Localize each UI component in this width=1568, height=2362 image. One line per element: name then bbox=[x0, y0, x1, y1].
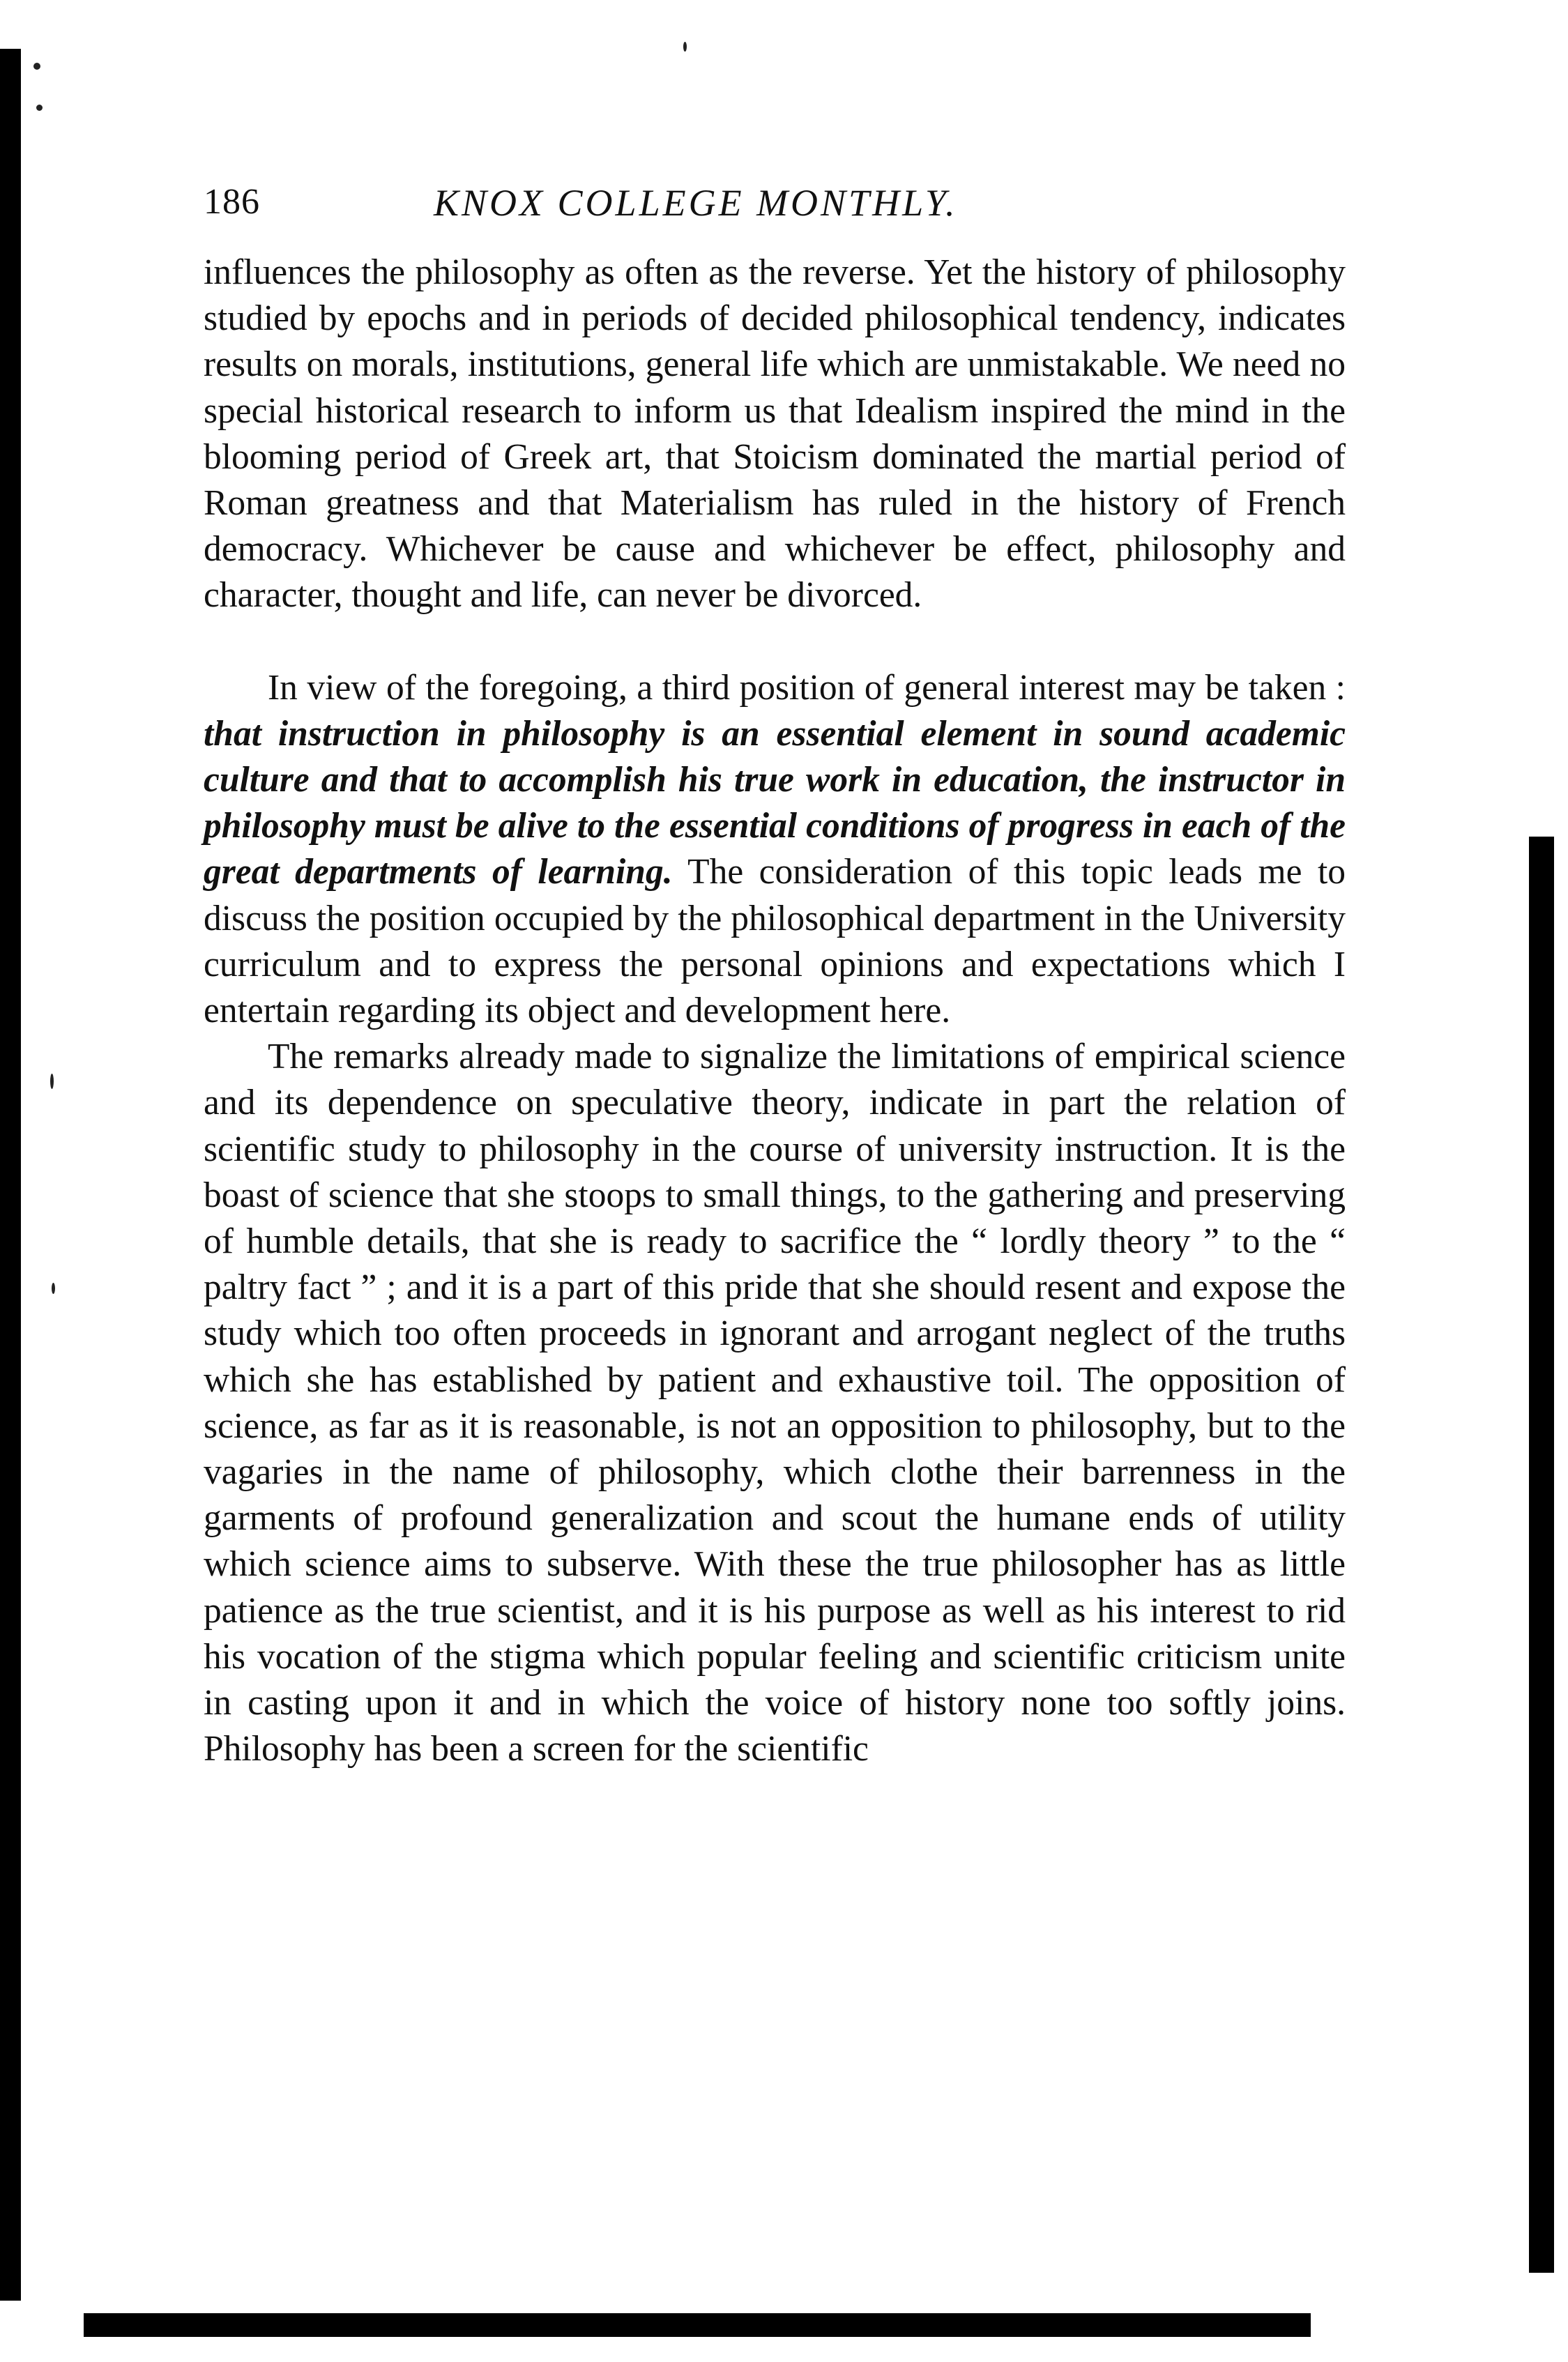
paragraph-lead-text: In view of the foregoing, a third position of general interest may be taken : bbox=[268, 667, 1346, 708]
running-header bbox=[204, 181, 1346, 230]
scan-border-left bbox=[0, 49, 21, 2301]
paragraph-third-position bbox=[204, 665, 1346, 1035]
scan-border-right bbox=[1529, 837, 1554, 2273]
paragraph-science-relation: The remarks already made to signalize the limitations of empirical science and its dependence on speculative theory, indicate in part the relation of scientific study to philosophy in the course of university instruction. It is the boast of science that she stoops to small things, to the gathering and preserving of humble details, that she is ready to sacrifice the “ lordly theory ” to the “ paltry fact ” ; and it is a part of this pride that she should resent and expose the study which too often proceeds in ignorant and arrogant neglect of the truths which she has established by patient and exhaustive toil. The opposition of science, as far as it is reasonable, is not an opposition to philosophy, but to the vagaries in the name of philosophy, which clothe their barrenness in the garments of profound generalization and scout the humane ends of utility which science aims to subserve. With these the true philosopher has as little patience as the true scientist, and it is his purpose as well as his interest to rid his vocation of the stigma which popular feeling and scientific criticism unite in casting upon it and in which the voice of history none too softly joins. Philosophy has been a screen for the scientific bbox=[204, 1037, 1346, 1769]
scan-speck bbox=[36, 105, 43, 111]
scan-speck bbox=[50, 1074, 54, 1089]
scan-speck bbox=[33, 63, 40, 70]
book-page bbox=[204, 181, 1346, 1773]
journal-title: KNOX COLLEGE MONTHLY. bbox=[434, 182, 958, 224]
paragraph-continued: influences the philosophy as often as the reverse. Yet the history of philosophy studied by epochs and in periods of decided philosophical tendency, indicates results on morals, institutions, general life which are unmistakable. We need no special historical research to inform us that Idealism inspired the mind in the blooming period of Greek art, that Stoicism dominated the martial period of Roman greatness and that Materialism has ruled in the history of French democracy. Whichever be cause and whichever be effect, philosophy and character, thought and life, can never be divorced. bbox=[204, 252, 1346, 616]
scan-border-bottom bbox=[84, 2313, 1311, 2337]
emphasized-thesis: that instruction in philosophy is an essential element in sound academic culture and that to accomplish his true work in education, the instructor in philosophy must be alive to the essential conditions of progress in each of the great departments of learning. bbox=[204, 713, 1346, 892]
scan-speck bbox=[52, 1283, 55, 1294]
page-number: 186 bbox=[204, 182, 260, 222]
scan-speck bbox=[683, 42, 687, 52]
paragraph-rest-text: The consideration of this topic leads me to discuss the position occupied by the philosophical department in the University curriculum and to express the personal opinions and expectations which I entertain regarding its object and development here. bbox=[204, 852, 1346, 1031]
